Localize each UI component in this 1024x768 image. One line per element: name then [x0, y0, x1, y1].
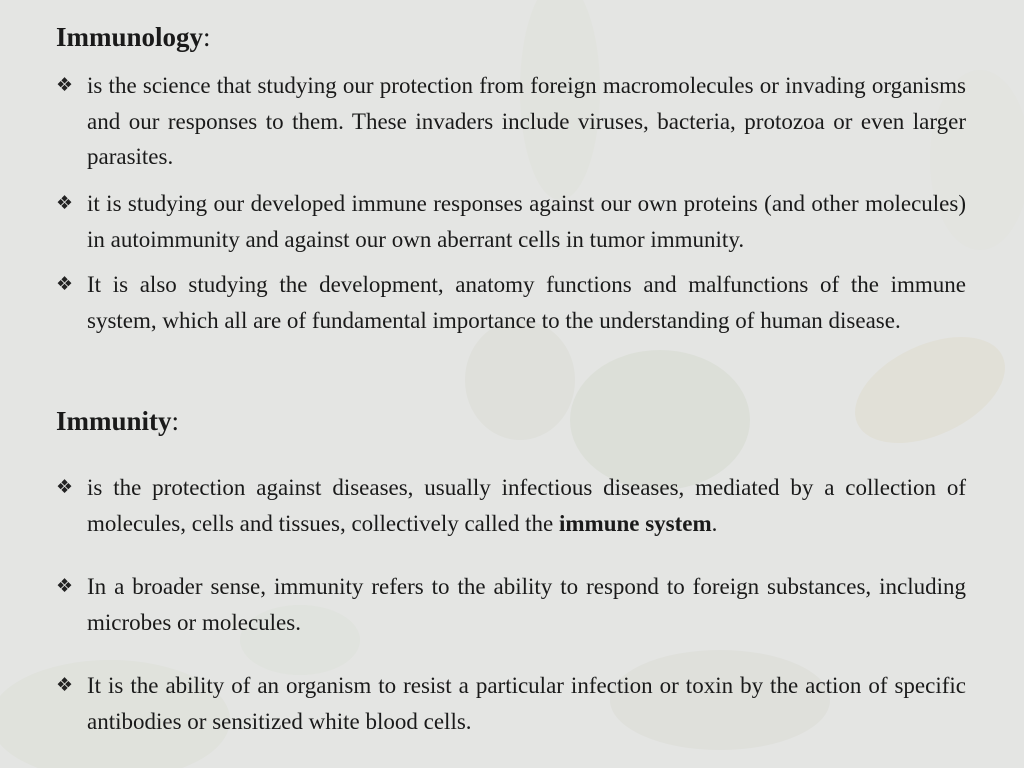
immune-system-term: immune system — [558, 510, 712, 536]
bullet-item: ❖ is the science that studying our protection from foreign macromolecules or invading organisms and our responses to them. These invaders include viruses, bacteria, protozoa or even larger parasites. — [56, 68, 966, 175]
bullet-item: ❖ In a broader sense, immunity refers to the ability to respond to foreign substances, including microbes or molecules. — [56, 569, 966, 640]
bullet-item: ❖ It is the ability of an organism to resist a particular infection or toxin by the action of specific antibodies or sensitized white blood cells. — [56, 668, 966, 739]
diamond-bullet-icon: ❖ — [56, 575, 74, 597]
diamond-bullet-icon: ❖ — [56, 273, 74, 295]
diamond-bullet-icon: ❖ — [56, 192, 74, 214]
heading-immunology: Immunology: — [56, 22, 211, 52]
diamond-bullet-icon: ❖ — [56, 674, 74, 696]
bullet-item: ❖ It is also studying the development, anatomy functions and malfunctions of the immune system, which all are of fundamental importance to the understanding of human disease. — [56, 267, 966, 338]
bullet-item: ❖ is the protection against diseases, usually infectious diseases, mediated by a collection of molecules, cells and tissues, collectively called the immune system. — [56, 470, 966, 541]
bullet-item: ❖ it is studying our developed immune responses against our own proteins (and other molecules) in autoimmunity and against our own aberrant cells in tumor immunity. — [56, 186, 966, 257]
diamond-bullet-icon: ❖ — [56, 476, 74, 498]
heading-immunity: Immunity: — [56, 406, 180, 436]
diamond-bullet-icon: ❖ — [56, 74, 74, 96]
